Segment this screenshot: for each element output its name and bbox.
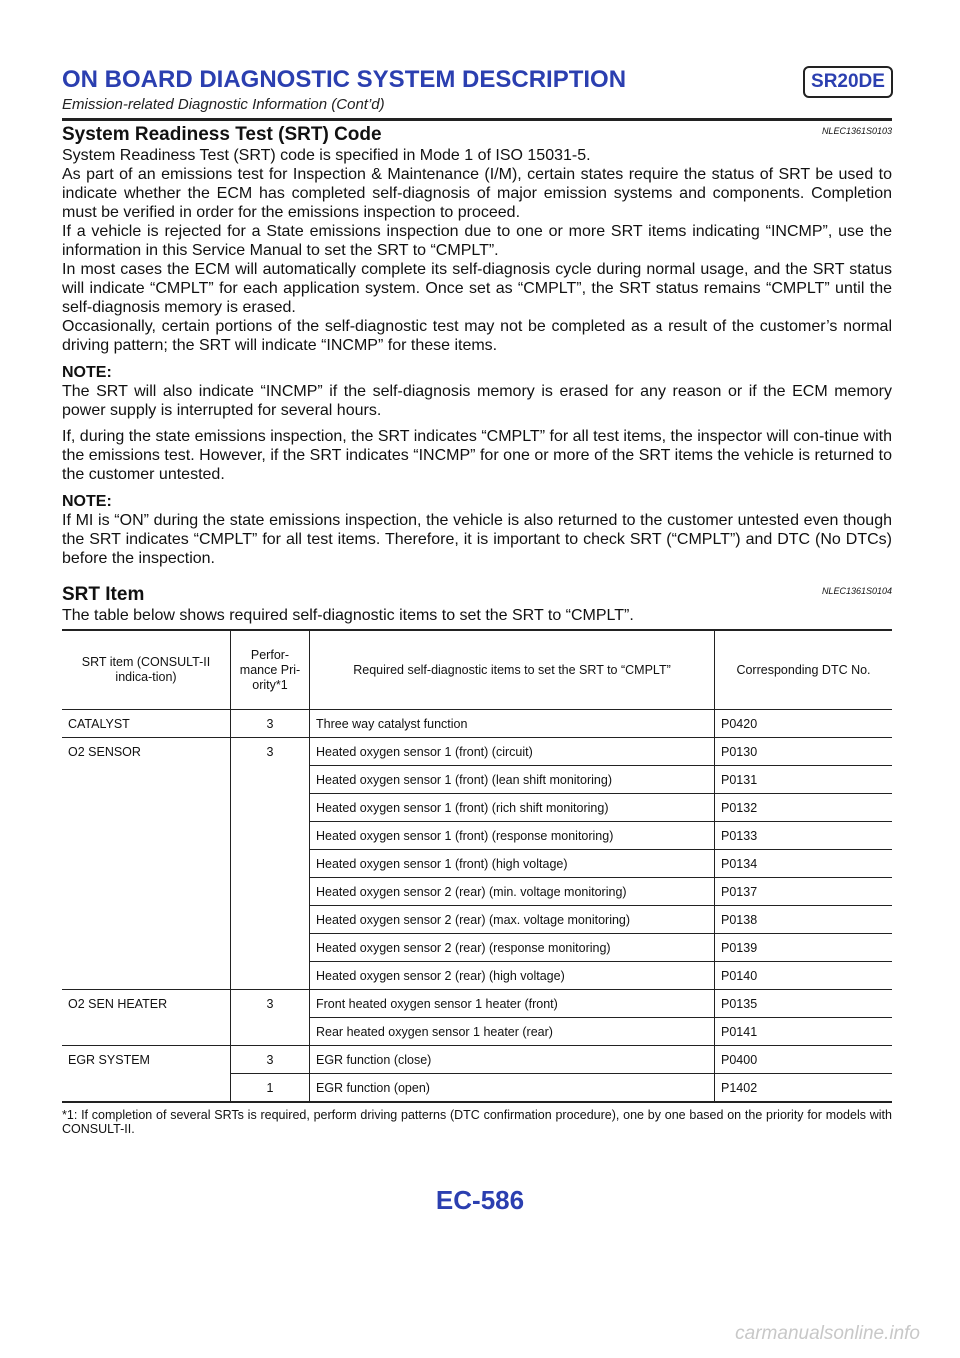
desc-cell: Heated oxygen sensor 1 (front) (lean shift monitoring) [310,766,715,794]
srt-item-cell: O2 SENSOR [62,738,231,766]
desc-cell: EGR function (open) [310,1074,715,1103]
note-text: The SRT will also indicate “INCMP” if the self-diagnosis memory is erased for any reason or if the ECM memory power supply is interrupted for several hours. [62,383,892,419]
desc-cell: Three way catalyst function [310,710,715,738]
main-content [62,120,892,1136]
page-number: EC-586 [435,1185,525,1215]
srt-item-cell [62,906,231,934]
column-header: Required self-diagnostic items to set the SRT to “CMPLT” [310,630,715,710]
desc-cell: Heated oxygen sensor 2 (rear) (min. voltage monitoring) [310,878,715,906]
srt-item-cell [62,794,231,822]
dtc-cell: P0132 [715,794,893,822]
paragraph: If, during the state emissions inspection, the SRT indicates “CMPLT” for all test items, the inspector will con-tinue with the emissions test. However, if the SRT indicates “INCMP” for one or more of the SRT items the vehicle is returned to the customer untested. [62,428,892,483]
table-row [62,710,892,738]
table-row [62,1018,892,1046]
dtc-cell: P0133 [715,822,893,850]
priority-cell [231,962,310,990]
table-row [62,1074,892,1103]
srt-item-cell [62,850,231,878]
priority-cell [231,794,310,822]
desc-cell: Heated oxygen sensor 2 (rear) (high voltage) [310,962,715,990]
table-row [62,934,892,962]
srt-item-cell [62,1074,231,1103]
srt-item-cell [62,878,231,906]
srt-item-cell: CATALYST [62,710,231,738]
page-title: ON BOARD DIAGNOSTIC SYSTEM DESCRIPTION [62,66,627,93]
desc-cell: Rear heated oxygen sensor 1 heater (rear) [310,1018,715,1046]
srt-item-cell [62,934,231,962]
priority-cell [231,850,310,878]
dtc-cell: P0420 [715,710,893,738]
desc-cell: Heated oxygen sensor 1 (front) (high voltage) [310,850,715,878]
priority-cell [231,934,310,962]
table-row [62,990,892,1018]
table-row [62,878,892,906]
srt-item-cell: EGR SYSTEM [62,1046,231,1074]
dtc-cell: P0135 [715,990,893,1018]
table-row [62,738,892,766]
table-row [62,794,892,822]
priority-cell [231,906,310,934]
table-row [62,766,892,794]
srt-item-cell [62,1018,231,1046]
priority-cell: 3 [231,710,310,738]
dtc-cell: P1402 [715,1074,893,1103]
column-header: SRT item (CONSULT-II indica-tion) [62,630,231,710]
srt-item-cell [62,822,231,850]
paragraph: Occasionally, certain portions of the self-diagnostic test may not be completed as a result of the customer’s normal driving pattern; the SRT will indicate “INCMP” for these items. [62,318,892,354]
desc-cell: Front heated oxygen sensor 1 heater (front) [310,990,715,1018]
desc-cell: Heated oxygen sensor 2 (rear) (response monitoring) [310,934,715,962]
priority-cell [231,878,310,906]
note-text: If MI is “ON” during the state emissions inspection, the vehicle is also returned to the customer untested even though the SRT indicates “CMPLT” for all test items. Therefore, it is important to check SRT (“CMPLT”) and DTC (No DTCs) before the inspection. [62,512,892,567]
table-row [62,1046,892,1074]
desc-cell: Heated oxygen sensor 1 (front) (response monitoring) [310,822,715,850]
srt-item-cell: O2 SEN HEATER [62,990,231,1018]
engine-badge: SR20DE [803,66,893,98]
note-label: NOTE: [62,364,112,381]
section-title: System Readiness Test (SRT) Code [62,124,382,145]
dtc-cell: P0400 [715,1046,893,1074]
page-subtitle: Emission-related Diagnostic Information (Cont’d) [62,96,385,113]
priority-cell [231,1018,310,1046]
srt-item-cell [62,766,231,794]
column-header: Perfor-mance Pri-ority*1 [231,630,310,710]
column-header: Corresponding DTC No. [715,630,893,710]
watermark: carmanualsonline.info [735,1323,920,1344]
dtc-cell: P0139 [715,934,893,962]
priority-cell [231,766,310,794]
priority-cell [231,822,310,850]
priority-cell: 1 [231,1074,310,1103]
priority-cell: 3 [231,738,310,766]
paragraph: The table below shows required self-diagnostic items to set the SRT to “CMPLT”. [62,607,634,624]
note-label: NOTE: [62,493,112,510]
table-row [62,850,892,878]
table-header-row [62,630,892,710]
srt-item-cell [62,962,231,990]
desc-cell: Heated oxygen sensor 1 (front) (rich shift monitoring) [310,794,715,822]
paragraph: If a vehicle is rejected for a State emissions inspection due to one or more SRT items indicating “INCMP”, use the information in this Service Manual to set the SRT to “CMPLT”. [62,223,892,259]
paragraph: System Readiness Test (SRT) code is specified in Mode 1 of ISO 15031-5. [62,147,591,164]
desc-cell: EGR function (close) [310,1046,715,1074]
dtc-cell: P0137 [715,878,893,906]
table-row [62,962,892,990]
paragraph: As part of an emissions test for Inspection & Maintenance (I/M), certain states require the status of SRT be used to indicate whether the ECM has completed self-diagnosis of major emission systems and components. Completion must be verified in order for the emissions inspection to proceed. [62,166,892,221]
priority-cell: 3 [231,1046,310,1074]
table-footnote: *1: If completion of several SRTs is required, perform driving patterns (DTC confirmation procedure), one by one based on the priority for models with CONSULT-II. [62,1108,892,1136]
srt-table [62,629,892,1103]
section-code: NLEC1361S0104 [821,586,892,596]
section-code: NLEC1361S0103 [821,126,892,136]
dtc-cell: P0138 [715,906,893,934]
section-srt-code-header [62,120,892,146]
paragraph: In most cases the ECM will automatically complete its self-diagnosis cycle during normal usage, and the SRT status will indicate “CMPLT” for each application system. Once set as “CMPLT”, the SRT status remains “CMPLT” until the self-diagnosis memory is erased. [62,261,892,316]
dtc-cell: P0140 [715,962,893,990]
section-srt-item-header [62,580,892,606]
desc-cell: Heated oxygen sensor 1 (front) (circuit) [310,738,715,766]
dtc-cell: P0141 [715,1018,893,1046]
priority-cell: 3 [231,990,310,1018]
section-title: SRT Item [62,584,145,605]
dtc-cell: P0134 [715,850,893,878]
dtc-cell: P0130 [715,738,893,766]
table-row [62,906,892,934]
desc-cell: Heated oxygen sensor 2 (rear) (max. voltage monitoring) [310,906,715,934]
dtc-cell: P0131 [715,766,893,794]
table-row [62,822,892,850]
